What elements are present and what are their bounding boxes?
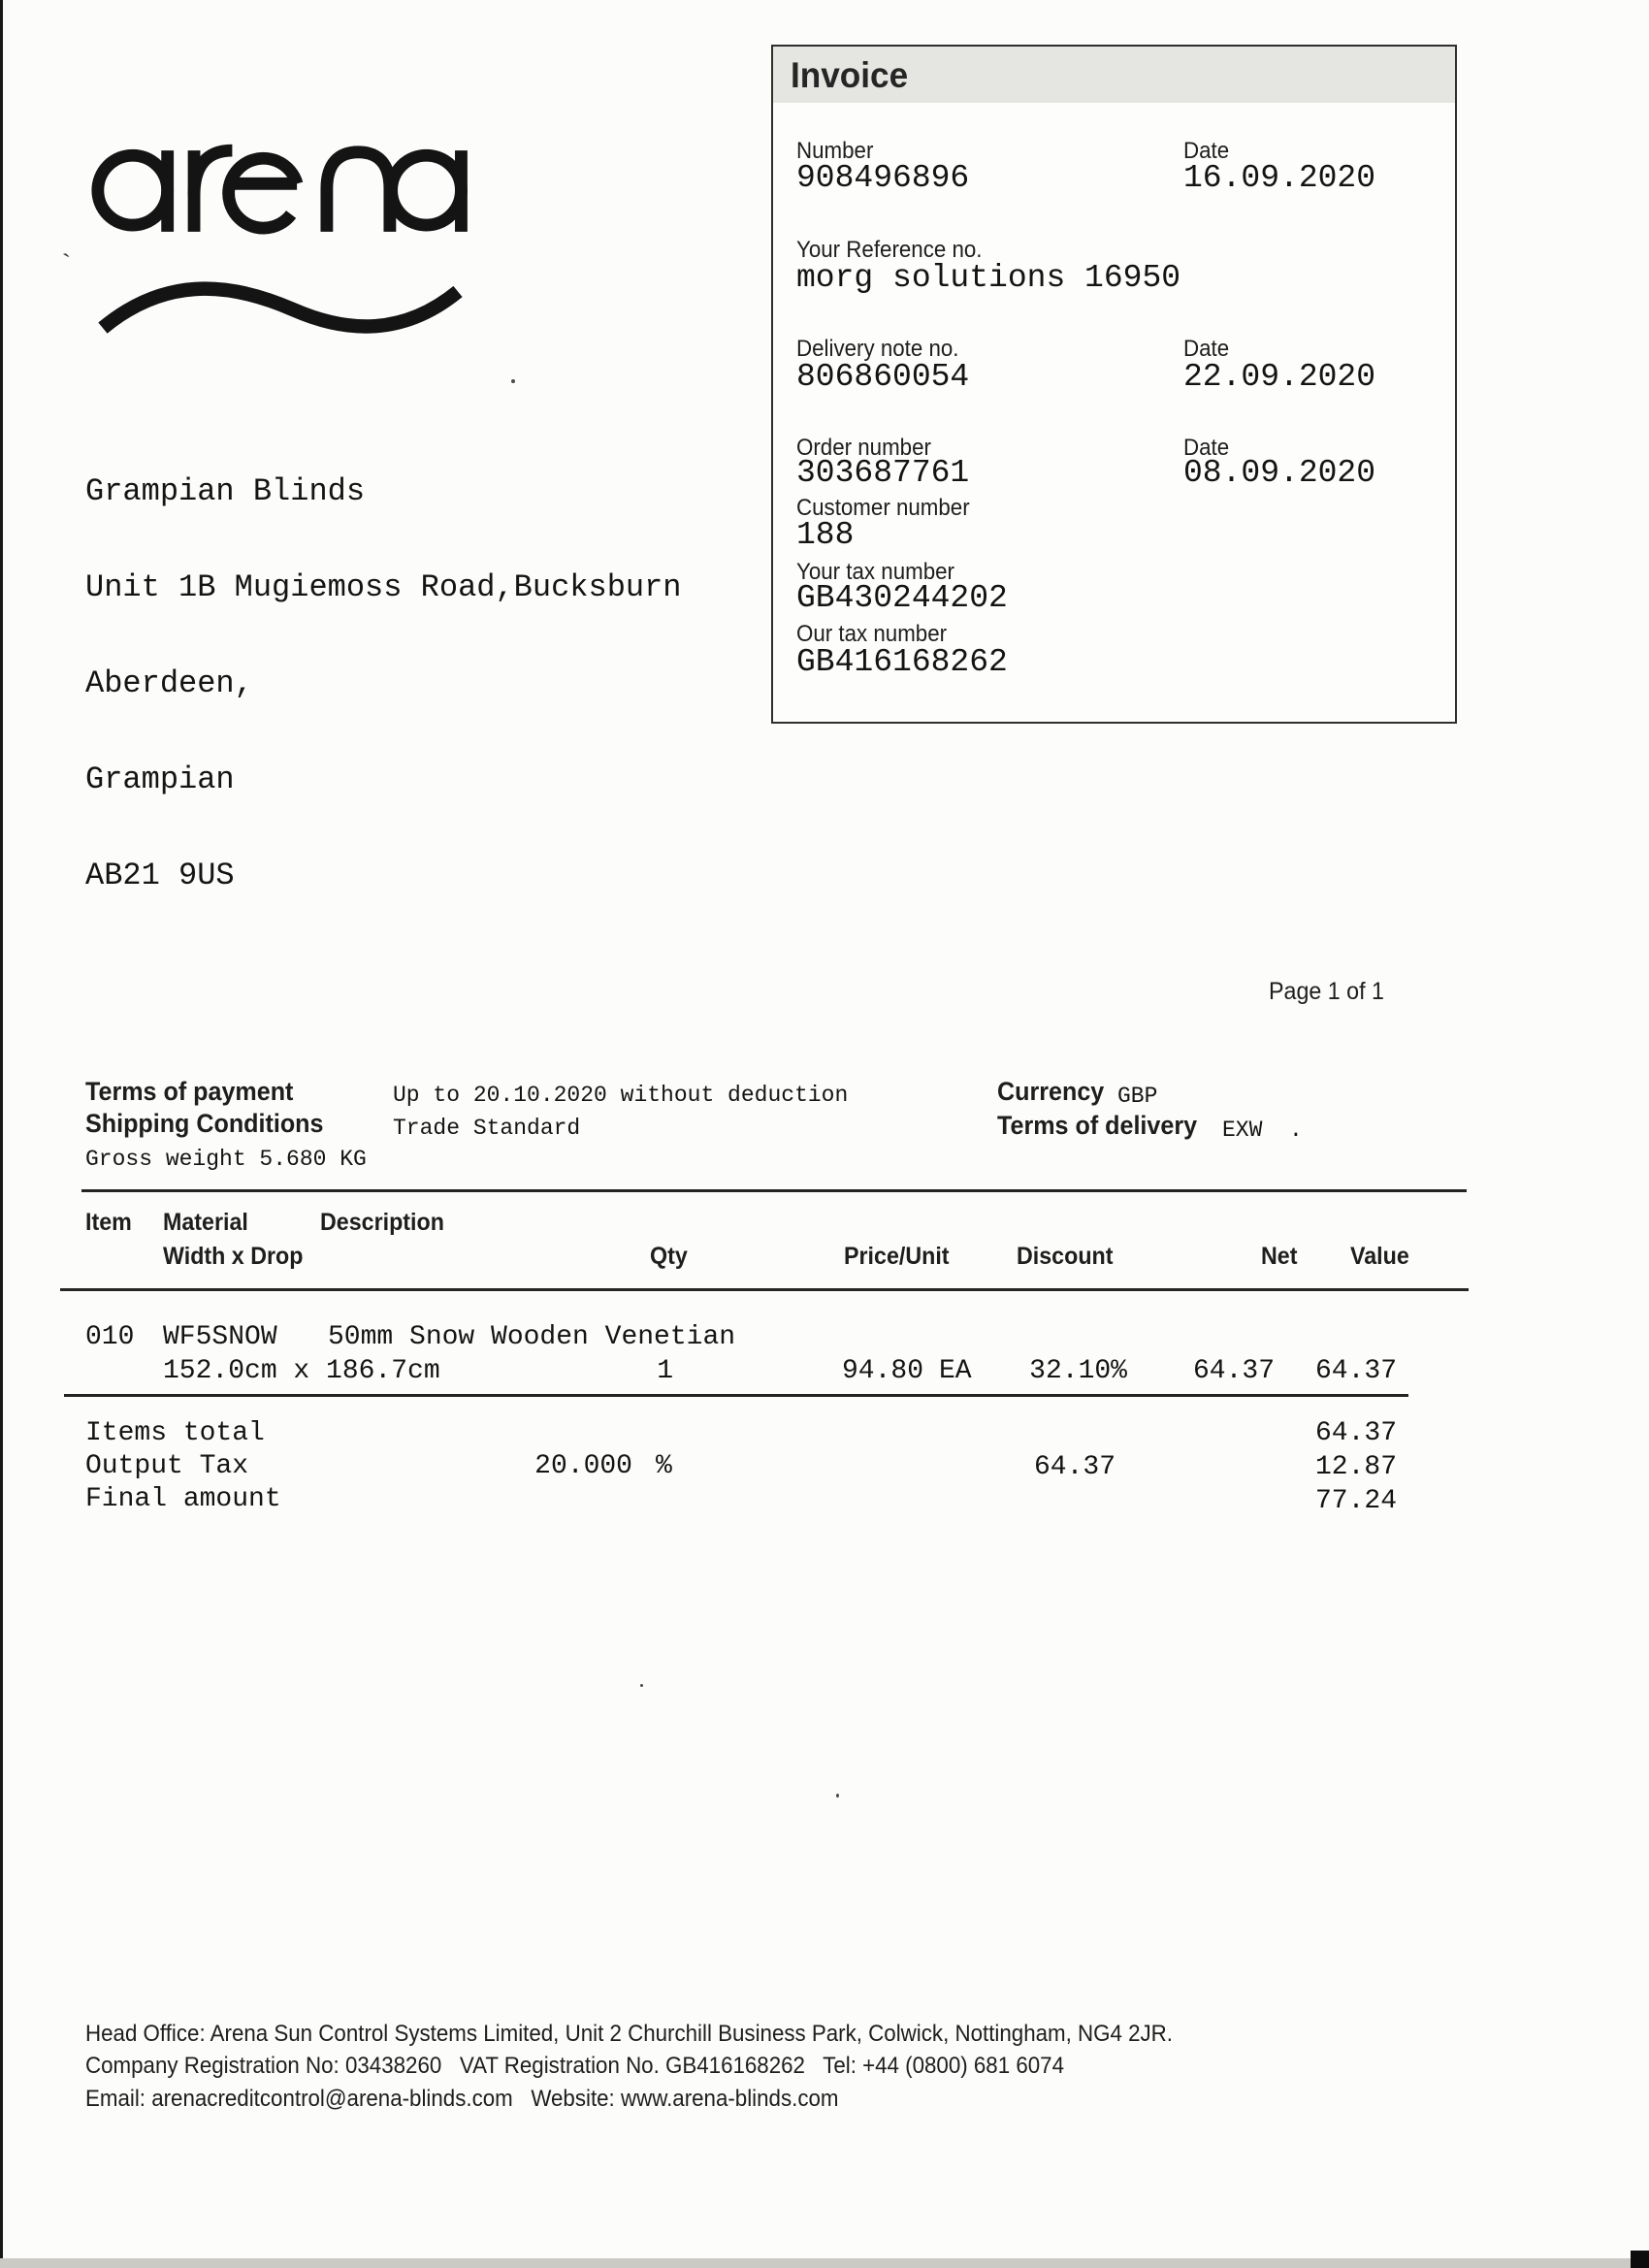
footer-registration: Company Registration No: 03438260 VAT Registration No. GB416168262 Tel: +44 (0800) 681 6074: [85, 2053, 1064, 2079]
recipient-region: Grampian: [85, 761, 235, 797]
col-header-net: Net: [1261, 1243, 1298, 1270]
invoice-box: [771, 45, 1457, 724]
recipient-name: Grampian Blinds: [85, 473, 366, 509]
item-unit: EA: [939, 1356, 972, 1386]
date-value-3: 08.09.2020: [1183, 455, 1376, 491]
date-value-2: 22.09.2020: [1183, 359, 1376, 395]
item-price-unit: 94.80: [841, 1356, 923, 1386]
arena-logo-letters: [98, 150, 462, 232]
items-total-label: Items total: [85, 1418, 265, 1448]
reference-value: morg solutions 16950: [796, 260, 1181, 296]
table-rule-header: [60, 1288, 1469, 1291]
col-header-width-drop: Width x Drop: [163, 1243, 304, 1270]
footer-head-office: Head Office: Arena Sun Control Systems Limited, Unit 2 Churchill Business Park, Colwick, Nottingham, NG4 2JR.: [85, 2021, 1174, 2047]
item-material: WF5SNOW: [163, 1322, 277, 1352]
date-label-2: Date: [1183, 336, 1230, 362]
terms-of-delivery-value: EXW .: [1222, 1118, 1303, 1143]
order-number-value: 303687761: [796, 455, 970, 491]
item-qty: 1: [657, 1356, 673, 1386]
your-tax-value: GB430244202: [796, 580, 1008, 616]
scan-speck-2: [640, 1684, 643, 1687]
shipping-conditions-label: Shipping Conditions: [85, 1109, 324, 1138]
page-indicator: Page 1 of 1: [1269, 978, 1384, 1005]
output-tax-rate: 20.000: [534, 1451, 632, 1481]
percent-sign: %: [656, 1451, 672, 1481]
scan-speck-quote: `: [60, 247, 76, 278]
our-tax-label: Our tax number: [796, 621, 948, 647]
col-header-value: Value: [1350, 1243, 1409, 1270]
delivery-note-label: Delivery note no.: [796, 336, 959, 362]
output-tax-label: Output Tax: [85, 1451, 249, 1481]
col-header-item: Item: [85, 1209, 132, 1236]
final-amount-label: Final amount: [85, 1484, 281, 1514]
customer-number-value: 188: [796, 517, 855, 553]
order-number-label: Order number: [796, 435, 931, 461]
scan-edge-left: [0, 0, 3, 2268]
number-label: Number: [796, 138, 874, 164]
arena-logo-swoosh: [103, 289, 458, 329]
table-rule-row: [64, 1394, 1408, 1397]
final-amount-value: 77.24: [1314, 1486, 1397, 1516]
scan-strip-bottom: [0, 2258, 1649, 2268]
scan-corner-mark: [1631, 2251, 1649, 2268]
item-discount: 32.10%: [1029, 1356, 1127, 1386]
date-value-1: 16.09.2020: [1183, 160, 1376, 196]
recipient-postcode: AB21 9US: [85, 858, 235, 893]
date-label-1: Date: [1183, 138, 1230, 164]
currency-label: Currency: [997, 1077, 1105, 1106]
shipping-conditions-value: Trade Standard: [393, 1116, 581, 1141]
recipient-city: Aberdeen,: [85, 665, 253, 701]
col-header-price-unit: Price/Unit: [844, 1243, 950, 1270]
table-rule-top: [81, 1189, 1467, 1192]
recipient-street: Unit 1B Mugiemoss Road,Bucksburn: [85, 569, 682, 605]
delivery-note-value: 806860054: [796, 359, 970, 395]
output-tax-base: 64.37: [1033, 1452, 1116, 1482]
scan-speck-1: [511, 379, 515, 383]
scan-speck-3: [836, 1794, 839, 1798]
number-value: 908496896: [796, 160, 970, 196]
col-header-discount: Discount: [1017, 1243, 1114, 1270]
our-tax-value: GB416168262: [796, 644, 1008, 680]
your-tax-label: Your tax number: [796, 559, 954, 585]
item-net: 64.37: [1192, 1356, 1275, 1386]
currency-value: GBP: [1117, 1084, 1158, 1109]
invoice-title: Invoice: [791, 55, 909, 95]
col-header-qty: Qty: [650, 1243, 688, 1270]
recipient-address: [85, 411, 682, 956]
gross-weight: Gross weight 5.680 KG: [85, 1147, 367, 1172]
terms-of-payment-value: Up to 20.10.2020 without deduction: [393, 1083, 849, 1108]
item-description: 50mm Snow Wooden Venetian: [328, 1322, 736, 1352]
output-tax-value: 12.87: [1314, 1452, 1397, 1482]
reference-label: Your Reference no.: [796, 237, 983, 263]
customer-number-label: Customer number: [796, 495, 970, 521]
date-label-3: Date: [1183, 435, 1230, 461]
item-value: 64.37: [1314, 1356, 1397, 1386]
terms-of-delivery-label: Terms of delivery: [997, 1111, 1198, 1140]
arena-logo: [91, 97, 469, 372]
footer-contact: Email: arenacreditcontrol@arena-blinds.com Website: www.arena-blinds.com: [85, 2086, 839, 2112]
terms-of-payment-label: Terms of payment: [85, 1077, 294, 1106]
col-header-description: Description: [320, 1209, 444, 1236]
items-total-value: 64.37: [1314, 1418, 1397, 1448]
invoice-title-bar: [773, 47, 1455, 103]
item-number: 010: [85, 1322, 135, 1352]
item-dimensions: 152.0cm x 186.7cm: [163, 1356, 440, 1386]
col-header-material: Material: [163, 1209, 248, 1236]
